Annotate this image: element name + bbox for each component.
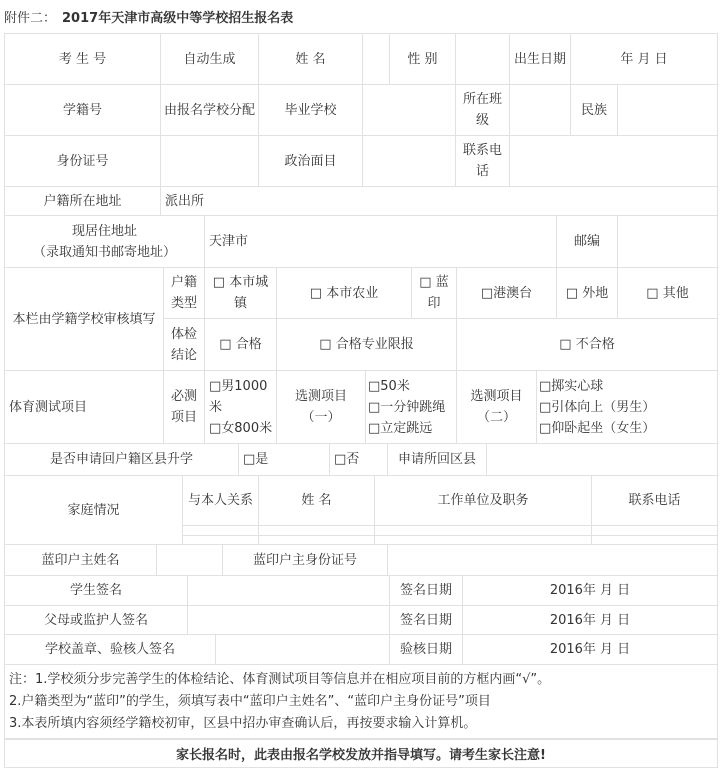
class-field[interactable] bbox=[509, 84, 571, 136]
student-signature-field[interactable] bbox=[187, 575, 390, 606]
option-return-yes[interactable]: □是 bbox=[238, 443, 330, 476]
option-city-town[interactable]: □ 本市城镇 bbox=[204, 267, 277, 319]
label-pe-tests: 体育测试项目 bbox=[4, 370, 164, 444]
label-guardian-signature: 父母或监护人签名 bbox=[4, 605, 188, 635]
label-hukou-address: 户籍所在地址 bbox=[4, 186, 161, 216]
blue-holder-id-field[interactable] bbox=[387, 544, 718, 576]
label-postcode: 邮编 bbox=[556, 215, 618, 268]
current-address-note: （录取通知书邮寄地址） bbox=[32, 244, 176, 260]
option-pull-up[interactable]: □引体向上（男生） bbox=[539, 399, 656, 415]
header-family-name: 姓 名 bbox=[258, 475, 375, 526]
label-exam-number: 考 生 号 bbox=[4, 33, 161, 85]
option-shot-put[interactable]: □掷实心球 bbox=[539, 378, 604, 394]
political-status-field[interactable] bbox=[362, 135, 456, 187]
option-hk-macau-taiwan[interactable]: □港澳台 bbox=[456, 267, 557, 319]
label-student-id: 学籍号 bbox=[4, 84, 161, 136]
option-sit-up[interactable]: □仰卧起坐（女生） bbox=[539, 420, 656, 436]
elective-1-options bbox=[365, 370, 457, 444]
header-work: 工作单位及职务 bbox=[374, 475, 592, 526]
footer-notice: 家长报名时，此表由报名学校发放并指导填写。请考生家长注意! bbox=[4, 738, 718, 768]
label-blue-holder-name: 蓝印户主姓名 bbox=[4, 544, 157, 576]
option-pass-limited[interactable]: □ 合格专业限报 bbox=[276, 318, 457, 371]
current-address-text: 现居住地址 bbox=[71, 223, 137, 239]
option-jump-rope[interactable]: □一分钟跳绳 bbox=[368, 399, 446, 415]
option-pass[interactable]: □ 合格 bbox=[204, 318, 277, 371]
label-name: 姓 名 bbox=[258, 33, 363, 85]
birthdate-field[interactable]: 年 月 日 bbox=[570, 33, 718, 85]
phone-field[interactable] bbox=[509, 135, 718, 187]
label-requested-district: 申请所回区县 bbox=[387, 443, 487, 476]
label-ethnicity: 民族 bbox=[570, 84, 618, 136]
option-other[interactable]: □ 其他 bbox=[617, 267, 718, 319]
label-phone: 联系电话 bbox=[455, 135, 510, 187]
option-standing-jump[interactable]: □立定跳远 bbox=[368, 420, 433, 436]
student-id-note: 由报名学校分配 bbox=[160, 84, 259, 136]
postcode-field[interactable] bbox=[617, 215, 718, 268]
note-3: 3.本表所填内容须经学籍校初审，区县中招办审查确认后，再按要求输入计算机。 bbox=[9, 716, 477, 731]
option-non-local[interactable]: □ 外地 bbox=[556, 267, 618, 319]
notes-section bbox=[4, 664, 718, 740]
name-field[interactable] bbox=[362, 33, 390, 85]
label-physical-exam: 体检结论 bbox=[163, 318, 205, 371]
blue-holder-name-field[interactable] bbox=[156, 544, 223, 576]
elective-2-options bbox=[536, 370, 718, 444]
label-student-sign-date: 签名日期 bbox=[389, 575, 463, 606]
school-verification-field[interactable] bbox=[215, 634, 390, 665]
label-review-section: 本栏由学籍学校审核填写 bbox=[4, 267, 164, 371]
graduate-school-field[interactable] bbox=[362, 84, 456, 136]
requested-district-field[interactable] bbox=[486, 443, 718, 476]
note-2: 2.户籍类型为“蓝印”的学生，须填写表中“蓝印户主姓名”、“蓝印户主身份证号”项目 bbox=[9, 694, 491, 709]
label-political-status: 政治面目 bbox=[258, 135, 363, 187]
label-elective-2: 选测项目（二） bbox=[456, 370, 537, 444]
label-guardian-sign-date: 签名日期 bbox=[389, 605, 463, 635]
student-sign-date[interactable]: 2016年 月 日 bbox=[462, 575, 718, 606]
label-graduate-school: 毕业学校 bbox=[258, 84, 363, 136]
label-class: 所在班级 bbox=[455, 84, 510, 136]
guardian-signature-field[interactable] bbox=[187, 605, 390, 635]
label-hukou-type: 户籍类型 bbox=[163, 267, 205, 319]
title-prefix: 附件二： bbox=[4, 11, 57, 26]
label-id-number: 身份证号 bbox=[4, 135, 161, 187]
option-50m[interactable]: □50米 bbox=[368, 378, 410, 394]
form-title bbox=[4, 8, 293, 30]
label-birthdate: 出生日期 bbox=[509, 33, 571, 85]
label-student-signature: 学生签名 bbox=[4, 575, 188, 606]
option-female-800m[interactable]: □女800米 bbox=[209, 421, 273, 436]
label-elective-1: 选测项目（一） bbox=[276, 370, 366, 444]
label-verification-date: 验核日期 bbox=[389, 634, 463, 665]
police-station-field[interactable]: 派出所 bbox=[160, 186, 718, 216]
header-family-phone: 联系电话 bbox=[591, 475, 718, 526]
label-required-test: 必测项目 bbox=[163, 370, 205, 444]
label-current-address bbox=[4, 215, 205, 268]
gender-field[interactable] bbox=[455, 33, 510, 85]
label-school-verification: 学校盖章、验核人签名 bbox=[4, 634, 216, 665]
current-address-field[interactable]: 天津市 bbox=[204, 215, 557, 268]
verification-date[interactable]: 2016年 月 日 bbox=[462, 634, 718, 665]
label-blue-holder-id: 蓝印户主身份证号 bbox=[222, 544, 388, 576]
option-blue-stamp[interactable]: □ 蓝印 bbox=[411, 267, 457, 319]
required-options bbox=[204, 370, 277, 444]
option-return-no[interactable]: □否 bbox=[329, 443, 388, 476]
header-relation: 与本人关系 bbox=[182, 475, 259, 526]
label-return-district: 是否申请回户籍区县升学 bbox=[4, 443, 239, 476]
note-1: 注：1.学校须分步完善学生的体检结论、体育测试项目等信息并在相应项目前的方框内画“√”。 bbox=[9, 672, 551, 687]
ethnicity-field[interactable] bbox=[617, 84, 718, 136]
exam-number-auto: 自动生成 bbox=[160, 33, 259, 85]
id-number-field[interactable] bbox=[160, 135, 259, 187]
guardian-sign-date[interactable]: 2016年 月 日 bbox=[462, 605, 718, 635]
label-gender: 性 别 bbox=[389, 33, 456, 85]
option-male-1000m[interactable]: □男1000米 bbox=[209, 379, 268, 415]
option-agricultural[interactable]: □ 本市农业 bbox=[276, 267, 412, 319]
label-family-info: 家庭情况 bbox=[4, 475, 183, 545]
option-fail[interactable]: □ 不合格 bbox=[456, 318, 718, 371]
title-main: 2017年天津市高级中等学校招生报名表 bbox=[62, 11, 294, 26]
